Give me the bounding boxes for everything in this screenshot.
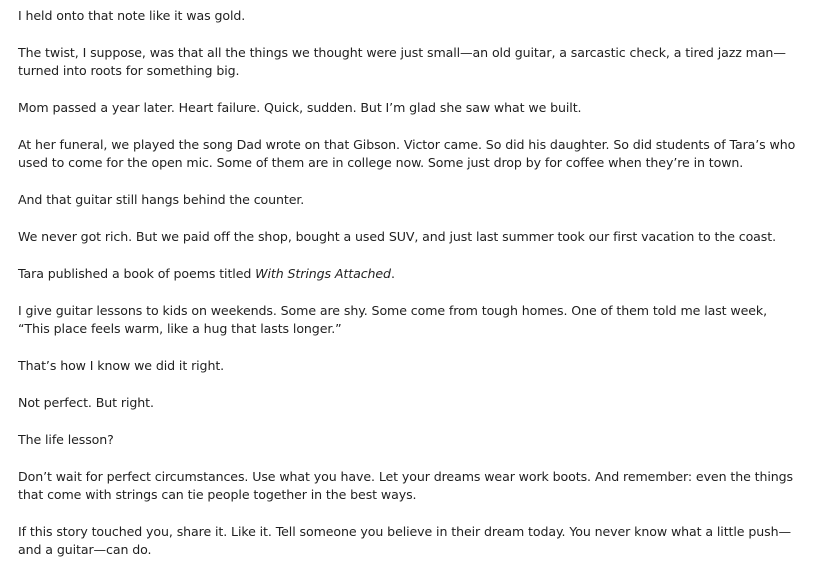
paragraph-text: Tara published a book of poems titled — [18, 266, 256, 281]
paragraph: That’s how I know we did it right. — [18, 358, 225, 373]
book-title: With Strings Attached — [255, 266, 391, 281]
article-body — [18, 7, 802, 578]
paragraph-text: . — [390, 266, 395, 281]
paragraph: The twist, I suppose, was that all the things we thought were just small—an old guitar, a sarcastic check, a tired jazz man—turned into roots for something big. — [18, 45, 786, 78]
paragraph: Mom passed a year later. Heart failure. Quick, sudden. But I’m glad she saw what we built. — [18, 100, 582, 115]
paragraph: I held onto that note like it was gold. — [18, 8, 246, 23]
paragraph: Don’t wait for perfect circumstances. Use what you have. Let your dreams wear work boots. And remember: even the things that come with strings can tie people together in the best ways. — [18, 469, 793, 502]
paragraph-book-title — [18, 265, 802, 283]
paragraph: I give guitar lessons to kids on weekends. Some are shy. Some come from tough homes. One of them told me last week, “This place feels warm, like a hug that lasts longer.” — [18, 303, 768, 336]
paragraph: Not perfect. But right. — [18, 395, 154, 410]
paragraph: We never got rich. But we paid off the shop, bought a used SUV, and just last summer took our first vacation to the coast. — [18, 229, 776, 244]
paragraph: At her funeral, we played the song Dad wrote on that Gibson. Victor came. So did his daughter. So did students of Tara’s who used to come for the open mic. Some of them are in college now. Some just drop by for coffee when they’re in town. — [18, 137, 796, 170]
paragraph: The life lesson? — [18, 432, 114, 447]
paragraph: And that guitar still hangs behind the counter. — [18, 192, 305, 207]
paragraph: If this story touched you, share it. Like it. Tell someone you believe in their dream today. You never know what a little push—and a guitar—can do. — [18, 524, 791, 557]
